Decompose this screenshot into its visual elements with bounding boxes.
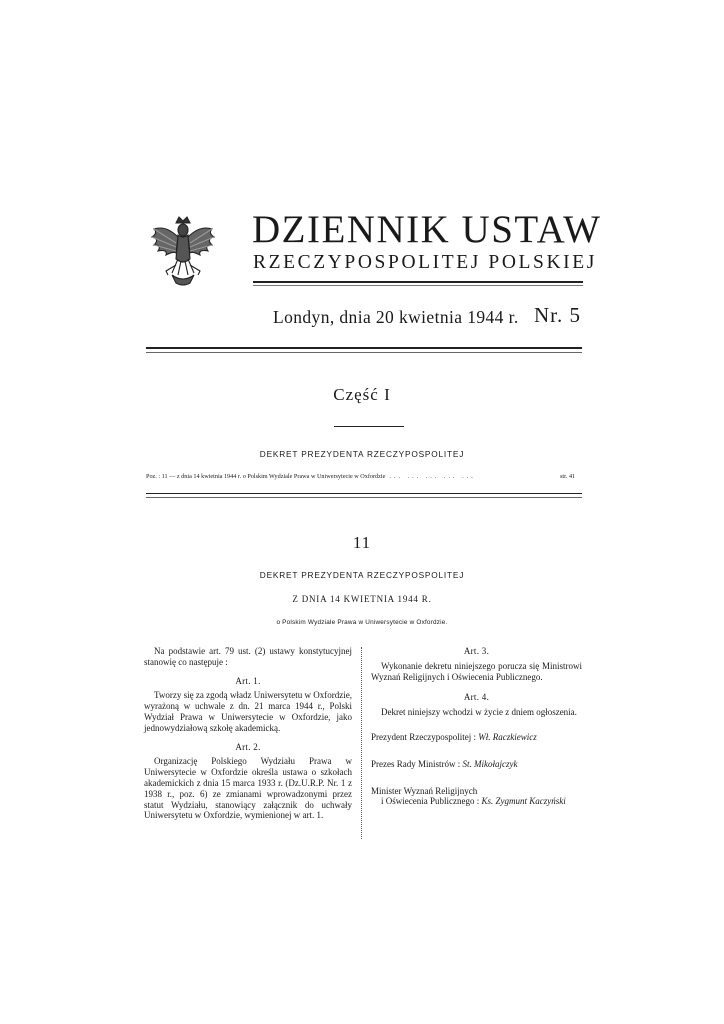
decree-subject: o Polskim Wydziale Prawa w Uniwersytecie w Oxfordzie.: [276, 619, 448, 626]
article-label: Art. 1.: [235, 675, 261, 686]
article-label: Art. 4.: [463, 692, 490, 703]
decree-left-column: [144, 646, 352, 821]
contents-page-number: str. 41: [560, 473, 576, 480]
header-rule: [253, 281, 583, 283]
signature-prime-minister: [371, 759, 582, 770]
signature-role: i Oświecenia Publicznego :: [381, 796, 480, 807]
journal-title: DZIENNIK USTAW: [252, 208, 602, 251]
journal-subtitle: RZECZYPOSPOLITEJ POLSKIEJ: [253, 252, 597, 273]
signature-minister: [371, 786, 582, 797]
signature-name: Ks. Zygmunt Kaczyński: [481, 796, 566, 807]
contents-entry-leader: ... ... ... ... ...: [389, 474, 476, 480]
decree-date: Z DNIA 14 KWIETNIA 1944 R.: [292, 594, 432, 604]
signature-minister-line2: [371, 796, 582, 807]
signature-president: [371, 732, 582, 743]
polish-eagle-emblem-icon: [148, 213, 218, 287]
issue-dateline: Londyn, dnia 20 kwietnia 1944 r.: [273, 307, 519, 327]
signature-name: Wł. Raczkiewicz: [478, 731, 537, 742]
issue-number: Nr. 5: [534, 303, 581, 327]
decree-heading: DEKRET PREZYDENTA RZECZYPOSPOLITEJ: [259, 570, 465, 580]
header-rule-thin: [253, 285, 583, 286]
signature-role: Prezydent Rzeczypospolitej :: [371, 731, 476, 742]
dateline-rule: [146, 347, 582, 349]
part-heading: Część I: [333, 385, 391, 404]
decree-position-number: 11: [352, 533, 372, 552]
article-label: Art. 3.: [463, 646, 490, 656]
column-divider: [361, 647, 362, 839]
contents-entry-text: Poz. : 11 — z dnia 14 kwietnia 1944 r. o Polskim Wydziale Prawa w Uniwersytecie w Oxfordzie: [146, 473, 386, 480]
signature-role: Prezes Rady Ministrów :: [371, 758, 461, 769]
part-underline: [334, 426, 404, 427]
article-text: Tworzy się za zgodą władz Uniwersytetu w Oxfordzie, wyrażoną w uchwale z dn. 21 marca 1944 r., Polski Wydział Prawa w Uniwersytecie w Oxfordzie, jako jednowydziałową szkołę akademicką.: [144, 690, 352, 733]
contents-entry: [146, 474, 571, 480]
article-label: Art. 2.: [235, 741, 261, 752]
contents-rule: [146, 493, 582, 494]
decree-right-column: [371, 646, 582, 807]
contents-rule-thin: [146, 497, 582, 498]
signature-name: St. Mikołajczyk: [462, 758, 518, 769]
signature-role: Minister Wyznań Religijnych: [371, 785, 478, 796]
article-text: Dekret niniejszy wchodzi w życie z dniem ogłoszenia.: [381, 707, 577, 718]
decree-preamble: Na podstawie art. 79 ust. (2) ustawy konstytucyjnej stanowię co następuje :: [144, 646, 352, 667]
article-text: Organizację Polskiego Wydziału Prawa w Uniwersytecie w Oxfordzie określa ustawa o szkołach akademickich z dnia 15 marca 1933 r. (Dz.U.R.P. Nr. 1 z 1938 r., poz. 6) ze zmianami wprowadzonymi przez statut Wydziału, stanowiący załącznik do uchwały Uniwersytetu w Oxfordzie, wymienionej w art. 1.: [144, 756, 352, 821]
contents-section-heading: DEKRET PREZYDENTA RZECZYPOSPOLITEJ: [259, 449, 465, 459]
article-text: Wykonanie dekretu niniejszego porucza się Ministrowi Wyznań Religijnych i Oświecenia Publicznego.: [371, 660, 582, 682]
dateline-rule-thin: [146, 352, 582, 353]
